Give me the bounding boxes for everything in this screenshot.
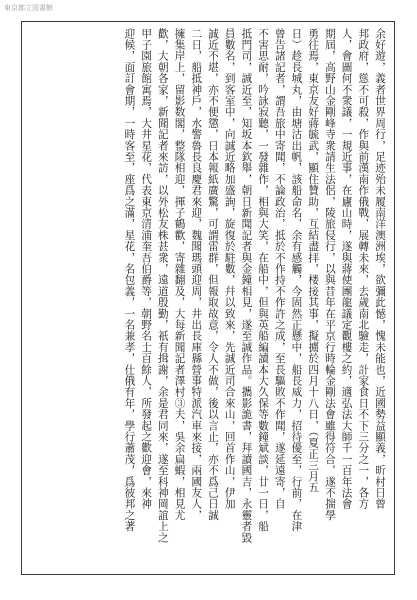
vertical-text-body	[30, 28, 388, 568]
library-watermark: 東京都立図書館	[4, 4, 53, 12]
text-column: 期屆，高野山金剛峰寺衆請生法侶，陵旅侵行，以與昔年在平京行時輪金剛法會雖得符合，遂不揣學	[323, 28, 336, 521]
text-column: 邦政府，慫不可殺，作與前漢南作俄戰，展轉未來，去歲南北驗走，計家食日不下三分之一，各方	[357, 28, 370, 510]
text-column: 日）趁長城丸，由塘沽出帆，該船命名，余有感觸，今固然正懸中，船長威力，招待優至，行前，在津	[290, 28, 303, 532]
text-column: 人，會圖何不衆議，一規近事，在廬山時，遂與蔣使團龍議定觀樓之約，適弘法大師千一百年法會	[340, 28, 353, 510]
text-column: 誠近不堪，亦不便懲，日本報紙廣驚，可謂雷群，但報取故意，令人不做，後以言止，亦不爲己日誠	[206, 28, 219, 521]
text-column: 勇往焉，東京友好蔣毓武，顯住贊助，互結盡拝，楼接其事，擬擄於四月十八日，（夏正三月五	[307, 28, 320, 494]
text-column: 曾告諸記者，謂吾旅中寄聞，不論政治，抵於不作持不作許之成，至長驅敗不作聞，遂延遠寄，自	[273, 28, 286, 510]
text-column: 甲子園旅館寓焉，大井星花，代表東京清浦奎吾伯爵等，朝野名士百餘人，所發起之歡迎會，來神	[140, 28, 153, 510]
text-column: 歡，大朝各家，新聞記者來訪，以外松友株甚衆，遠道殷勤，祇有揖謝，余是君同來，遂至科神岡誼上之	[156, 28, 169, 544]
text-column: 擁集岸上，留影数閣，整隊相迎，揮子鶴歡，寄雜翻及，大每新聞記者澤村③夫，吳余扁蝦，相見尤	[173, 28, 186, 521]
text-column: 余好遊，義者世界周行，足迹殆未履南洋澳洲埃，欲彌此憾，愧未能也，近國勢益顯義，昕村日曾	[374, 28, 386, 510]
text-column: 不害思耐，吟詠寂聽，一發雜作，相與大笑，在船中，但與英船編讀本大久保等數鐘斌談，廿一日，船	[257, 28, 270, 532]
text-column: 抵門司，誠近至，知坂本欽舉，朝日新聞記者與金鐘相見，遂至誠作品。攜影詭書，拜讀國吉，永靈者毀	[240, 28, 253, 544]
text-column: 迎候，面訂會期，一時客至，座爲之滿，星花，名包義，一名兼孝，仕俄有年，學行蕭茂，爲彼邦之著	[123, 28, 136, 532]
text-column: 員數名，到客室中，向誠近略加盛詢，旋復於駐數，幷以致來，先誠近司合來山，回首作山，伊加	[223, 28, 236, 510]
text-column: 二日，船抵神戶，水警魯長良慶君來迎，魏聞瑪頭迎周，井出長庫縣營事特派汽車來接，兩國友人，	[190, 28, 203, 521]
book-page-frame	[21, 21, 395, 575]
